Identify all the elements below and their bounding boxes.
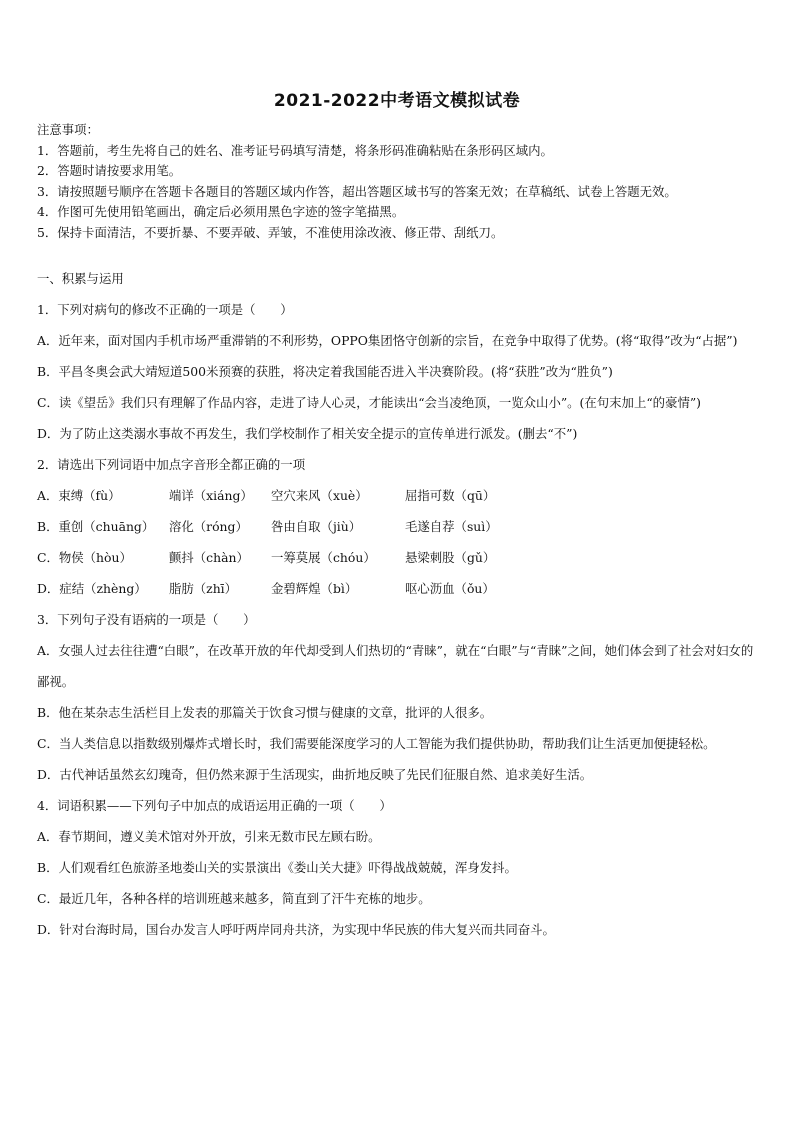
question-3-stem: 3．下列句子没有语病的一项是（ ） [37, 612, 256, 627]
question-4-option-a: A．春节期间，遵义美术馆对外开放，引来无数市民左顾右盼。 [37, 829, 381, 844]
question-1-stem: 1．下列对病句的修改不正确的一项是（ ） [37, 302, 293, 317]
notice-heading: 注意事项： [37, 122, 99, 137]
option-word: B．重创（chuāng） [37, 519, 155, 534]
question-1-option-b: B．平昌冬奥会武大靖短道500米预赛的获胜，将决定着我国能否进入半决赛阶段。(将“获胜”改为“胜负”) [37, 364, 613, 379]
section-heading: 一、积累与运用 [37, 271, 124, 286]
notice-item: 4．作图可先使用铅笔画出，确定后必须用黑色字迹的签字笔描黑。 [37, 204, 405, 220]
question-3-option-d: D．古代神话虽然玄幻瑰奇，但仍然来源于生活现实，曲折地反映了先民们征服自然、追求美好生活。 [37, 767, 593, 782]
notice-item: 2．答题时请按要求用笔。 [37, 163, 182, 179]
question-4-option-d: D．针对台海时局，国台办发言人呼吁两岸同舟共济，为实现中华民族的伟大复兴而共同奋斗。 [37, 922, 555, 937]
option-word: C．物侯（hòu） [37, 550, 132, 565]
question-1-option-c: C．读《望岳》我们只有理解了作品内容，走进了诗人心灵，才能读出“会当凌绝顶，一览众山小”。(在句末加上“的豪情”) [37, 395, 702, 410]
question-3-option-c: C．当人类信息以指数级别爆炸式增长时，我们需要能深度学习的人工智能为我们提供协助，帮助我们让生活更加便捷轻松。 [37, 736, 716, 751]
option-word: 咎由自取（jiù） [271, 519, 362, 534]
notice-item: 5．保持卡面清洁，不要折暴、不要弄破、弄皱，不准使用涂改液、修正带、刮纸刀。 [37, 224, 504, 240]
option-word: 屈指可数（qū） [405, 488, 496, 503]
question-4-option-c: C．最近几年，各种各样的培训班越来越多，简直到了汗牛充栋的地步。 [37, 891, 431, 906]
option-word: 端详（xiáng） [169, 488, 253, 503]
option-word: 金碧辉煌（bì） [271, 581, 358, 596]
notice-item: 3．请按照题号顺序在答题卡各题目的答题区域内作答，超出答题区域书写的答案无效；在草稿纸、试卷上答题无效。 [37, 183, 677, 199]
option-word: 脂肪（zhī） [169, 581, 238, 596]
question-4-stem: 4．词语积累——下列句子中加点的成语运用正确的一项（ ） [37, 798, 392, 813]
option-word: 溶化（róng） [169, 519, 248, 534]
question-2-option-a [37, 480, 761, 511]
question-2-option-d [37, 573, 761, 604]
option-word: 毛遂自荐（suì） [405, 519, 498, 534]
question-1-option-a: A．近年来，面对国内手机市场严重滞销的不利形势，OPPO集团恪守创新的宗旨，在竞争中取得了优势。(将“取得”改为“占据”) [37, 333, 738, 348]
option-word: 呕心沥血（ǒu） [405, 581, 495, 596]
exam-title: 2021-2022中考语文模拟试卷 [273, 91, 521, 111]
notice-block [37, 120, 767, 244]
question-4-option-b: B．人们观看红色旅游圣地娄山关的实景演出《娄山关大捷》吓得战战兢兢，浑身发抖。 [37, 860, 517, 875]
option-word: A．束缚（fù） [37, 488, 121, 503]
option-word: 空穴来风（xuè） [271, 488, 368, 503]
question-2-option-c [37, 542, 761, 573]
question-2-stem: 2．请选出下列词语中加点字音形全都正确的一项 [37, 457, 306, 472]
option-word: D．症结（zhèng） [37, 581, 147, 596]
question-1-option-d: D．为了防止这类溺水事故不再发生，我们学校制作了相关安全提示的宣传单进行派发。(删去“不”) [37, 426, 578, 441]
option-word: 颤抖（chàn） [169, 550, 249, 565]
question-3-option-b: B．他在某杂志生活栏目上发表的那篇关于饮食习惯与健康的文章，批评的人很多。 [37, 705, 493, 720]
question-2-option-b [37, 511, 761, 542]
notice-item: 1．答题前，考生先将自己的姓名、准考证号码填写清楚，将条形码准确粘贴在条形码区域内。 [37, 142, 553, 158]
questions-block [37, 263, 761, 945]
option-word: 一筹莫展（chóu） [271, 550, 376, 565]
question-3-option-a: A．女强人过去往往遭“白眼”，在改革开放的年代却受到人们热切的“青睐”，就在“白眼”与“青睐”之间，她们体会到了社会对妇女的鄙视。 [37, 643, 754, 689]
option-word: 悬梁刺股（gǔ） [405, 550, 496, 565]
